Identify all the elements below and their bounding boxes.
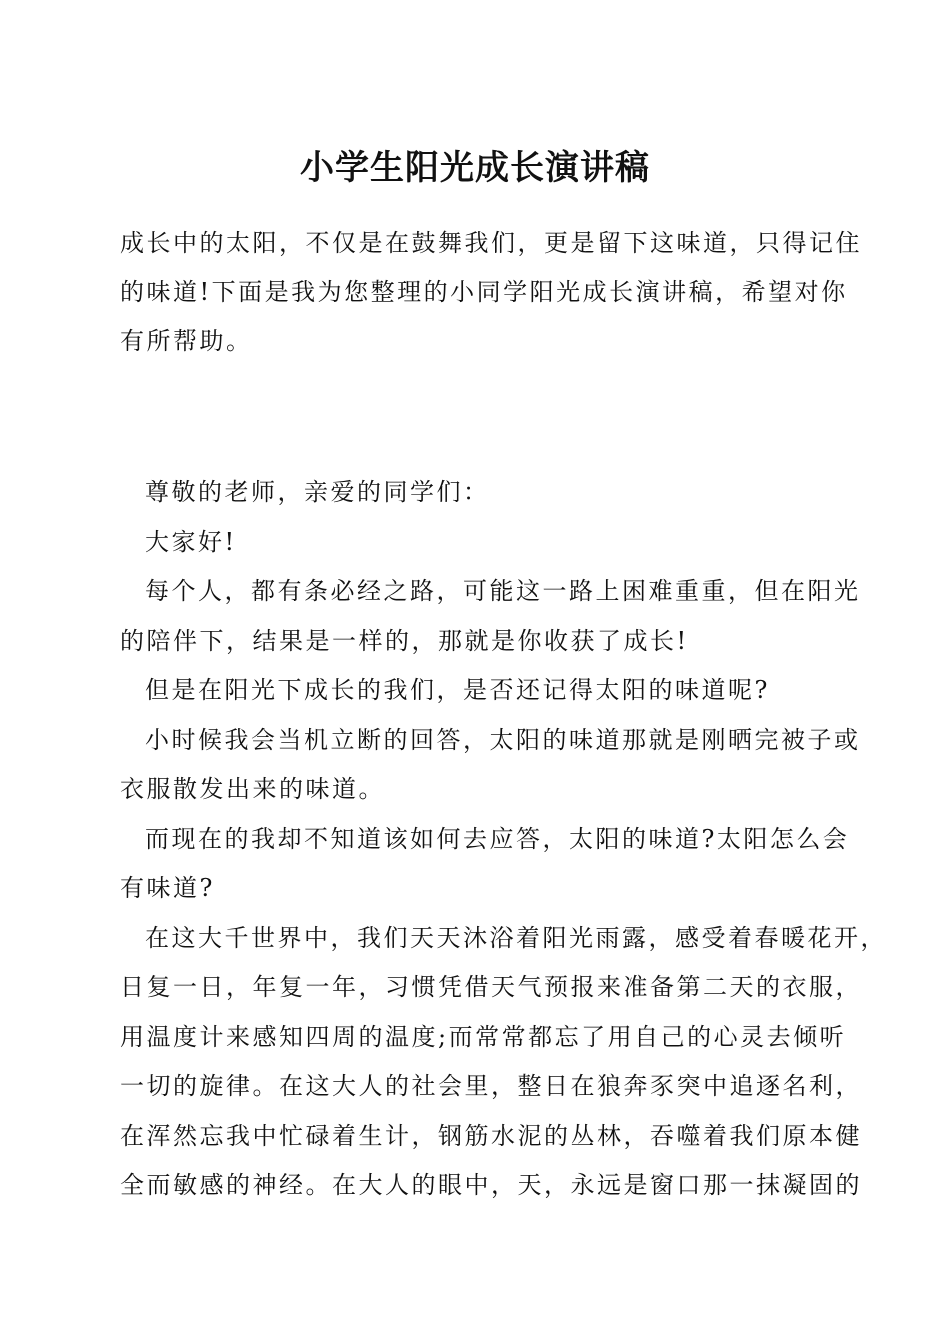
speech-body xyxy=(120,468,887,1211)
speech-line: 在这大千世界中，我们天天沐浴着阳光雨露，感受着春暖花开， xyxy=(145,923,887,952)
speech-line: 在浑然忘我中忙碌着生计，钢筋水泥的丛林，吞噬着我们原本健 xyxy=(120,1121,862,1150)
salutation: 尊敬的老师，亲爱的同学们： xyxy=(145,478,490,506)
intro-line: 有所帮助。 xyxy=(120,327,253,355)
speech-line: 用温度计来感知四周的温度;而常常都忘了用自己的心灵去倾听 xyxy=(120,1022,847,1051)
speech-line: 一切的旋律。在这大人的社会里，整日在狼奔豕突中追逐名利， xyxy=(120,1072,862,1100)
document-title: 小学生阳光成长演讲稿 xyxy=(300,148,650,188)
intro-paragraph xyxy=(120,219,862,366)
speech-line: 而现在的我却不知道该如何去应答，太阳的味道?太阳怎么会 xyxy=(145,824,850,853)
greeting: 大家好! xyxy=(145,527,237,556)
speech-line: 每个人，都有条必经之路，可能这一路上困难重重，但在阳光 xyxy=(145,577,861,605)
intro-line: 成长中的太阳，不仅是在鼓舞我们，更是留下这味道，只得记住 xyxy=(120,229,862,257)
speech-line: 有味道? xyxy=(120,874,215,902)
speech-line: 的陪伴下，结果是一样的，那就是你收获了成长! xyxy=(120,626,689,655)
speech-line: 衣服散发出来的味道。 xyxy=(120,775,385,803)
speech-line: 日复一日，年复一年，习惯凭借天气预报来准备第二天的衣服， xyxy=(120,973,862,1001)
intro-line: 的味道!下面是我为您整理的小同学阳光成长演讲稿，希望对你 xyxy=(120,278,848,306)
speech-line: 全而敏感的神经。在大人的眼中，天，永远是窗口那一抹凝固的 xyxy=(120,1171,862,1199)
speech-line: 但是在阳光下成长的我们，是否还记得太阳的味道呢? xyxy=(145,676,770,704)
speech-line: 小时候我会当机立断的回答，太阳的味道那就是刚晒完被子或 xyxy=(145,725,861,754)
